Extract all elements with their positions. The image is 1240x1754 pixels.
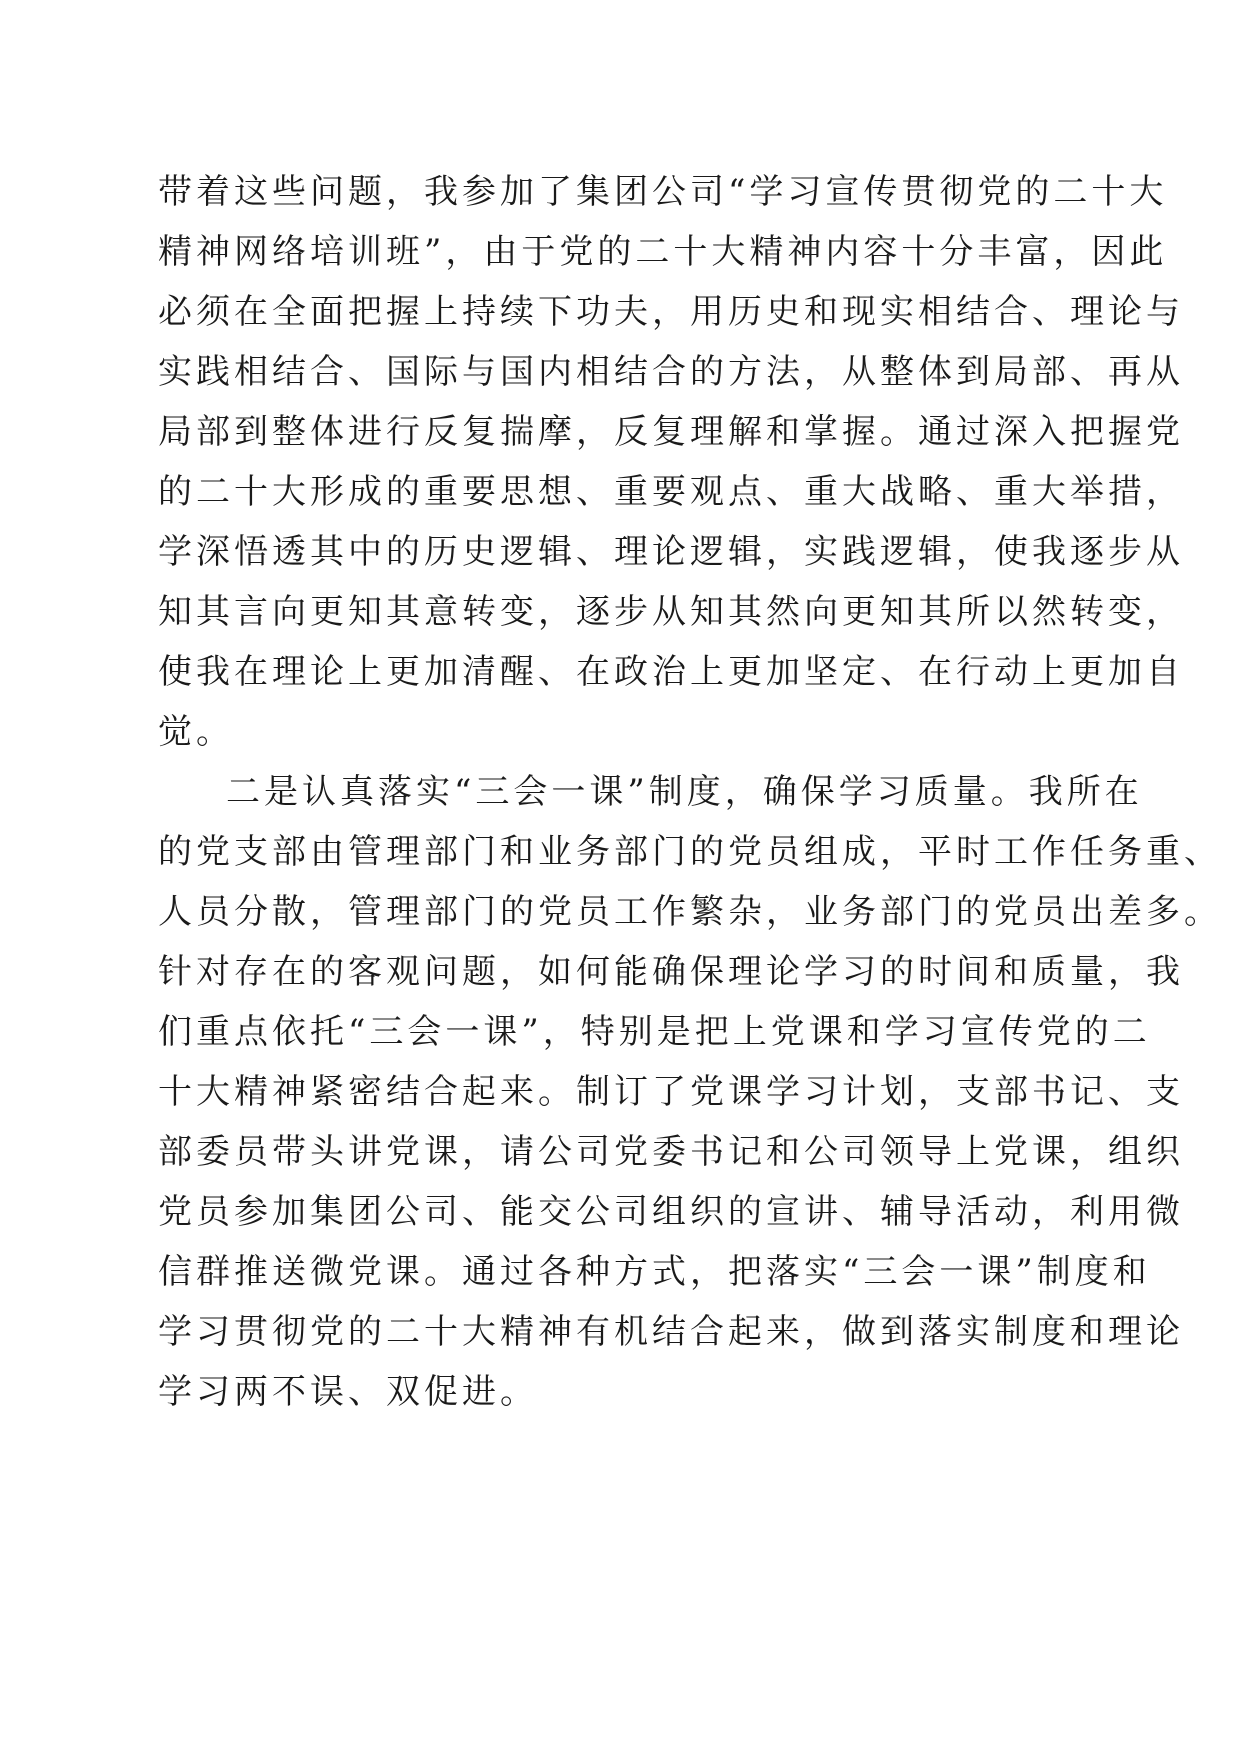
text-line: 觉。	[158, 712, 234, 752]
text-line: 局部到整体进行反复揣摩，反复理解和掌握。通过深入把握党	[158, 412, 1184, 452]
text-line: 部委员带头讲党课，请公司党委书记和公司领导上党课，组织	[158, 1132, 1184, 1172]
text-line: 实践相结合、国际与国内相结合的方法，从整体到局部、再从	[158, 352, 1184, 392]
text-line: 精神网络培训班”，由于党的二十大精神内容十分丰富，因此	[158, 232, 1168, 272]
paragraph-start-line: 二是认真落实“三会一课”制度，确保学习质量。我所在	[226, 772, 1143, 812]
text-line: 学习两不误、双促进。	[158, 1372, 538, 1412]
text-line: 党员参加集团公司、能交公司组织的宣讲、辅导活动，利用微	[158, 1192, 1184, 1232]
text-line: 必须在全面把握上持续下功夫，用历史和现实相结合、理论与	[158, 292, 1184, 332]
text-line: 的党支部由管理部门和业务部门的党员组成，平时工作任务重、	[158, 832, 1222, 872]
text-line: 使我在理论上更加清醒、在政治上更加坚定、在行动上更加自	[158, 652, 1184, 692]
text-line: 们重点依托“三会一课”，特别是把上党课和学习宣传党的二	[158, 1012, 1151, 1052]
text-line: 人员分散，管理部门的党员工作繁杂，业务部门的党员出差多。	[158, 892, 1222, 932]
text-line: 的二十大形成的重要思想、重要观点、重大战略、重大举措，	[158, 472, 1184, 512]
text-line: 学习贯彻党的二十大精神有机结合起来，做到落实制度和理论	[158, 1312, 1184, 1352]
text-line: 信群推送微党课。通过各种方式，把落实“三会一课”制度和	[158, 1252, 1151, 1292]
text-line: 十大精神紧密结合起来。制订了党课学习计划，支部书记、支	[158, 1072, 1184, 1112]
text-line: 知其言向更知其意转变，逐步从知其然向更知其所以然转变，	[158, 592, 1184, 632]
text-line: 针对存在的客观问题，如何能确保理论学习的时间和质量，我	[158, 952, 1184, 992]
text-line: 学深悟透其中的历史逻辑、理论逻辑，实践逻辑，使我逐步从	[158, 532, 1184, 572]
text-line: 带着这些问题，我参加了集团公司“学习宣传贯彻党的二十大	[158, 172, 1168, 212]
